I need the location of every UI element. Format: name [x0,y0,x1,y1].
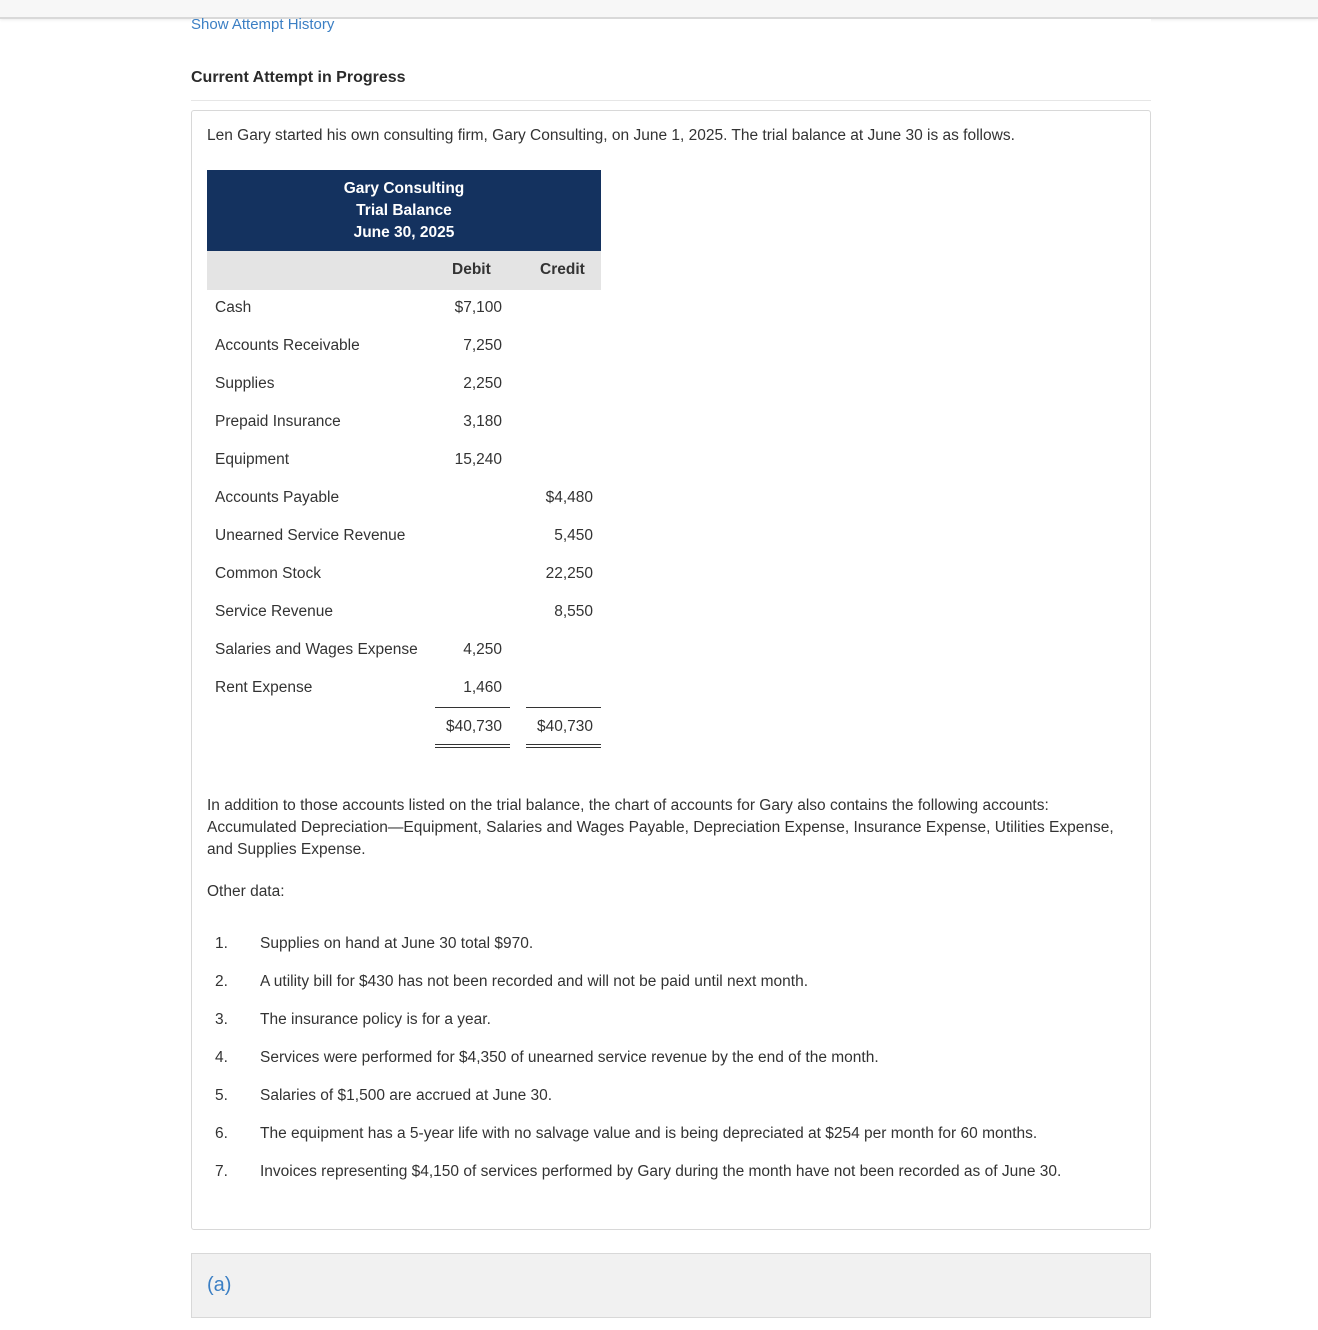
debit-amount: 3,180 [463,413,502,430]
list-text: Invoices representing $4,150 of services performed by Gary during the month have not been recorded as of June 30. [260,1163,1062,1180]
account-name: Common Stock [215,565,321,582]
credit-amount: 8,550 [554,603,593,620]
account-name: Accounts Receivable [215,337,360,354]
debit-amount: 4,250 [463,641,502,658]
part-a-body [191,1317,1151,1330]
account-name: Salaries and Wages Expense [215,641,418,658]
account-name: Accounts Payable [215,489,340,506]
debit-amount: $7,100 [454,299,502,316]
account-name: Cash [215,299,252,316]
statement-date: June 30, 2025 [353,224,455,241]
part-a-label[interactable]: (a) [207,1274,232,1296]
account-name: Unearned Service Revenue [215,527,406,544]
show-attempt-history-link[interactable]: Show Attempt History [191,16,335,33]
attempt-title: Current Attempt in Progress [191,69,406,86]
list-number: 3. [215,1011,228,1028]
debit-amount: 2,250 [463,375,502,392]
list-number: 7. [215,1163,228,1180]
credit-column-header: Credit [540,261,585,278]
question-intro: Len Gary started his own consulting firm, Gary Consulting, on June 1, 2025. The trial balance at June 30 is as follows. [207,127,1015,144]
debit-amount: 15,240 [454,451,502,468]
list-text: Supplies on hand at June 30 total $970. [260,935,534,952]
debit-double-rule [435,744,510,748]
list-text: Services were performed for $4,350 of unearned service revenue by the end of the month. [260,1049,879,1066]
debit-column-header: Debit [452,261,491,278]
list-text: The equipment has a 5-year life with no salvage value and is being depreciated at $254 per month for 60 months. [260,1125,1038,1142]
list-number: 4. [215,1049,228,1066]
debit-amount: 7,250 [463,337,502,354]
list-number: 2. [215,973,228,990]
trial-balance-header [207,170,601,251]
debit-total-rule [435,707,510,708]
list-number: 5. [215,1087,228,1104]
credit-total-rule [526,707,601,708]
account-name: Rent Expense [215,679,313,696]
trial-balance-column-header [207,251,601,290]
credit-amount: 22,250 [545,565,593,582]
account-name: Equipment [215,451,290,468]
account-name: Prepaid Insurance [215,413,341,430]
account-name: Supplies [215,375,275,392]
total-debit: $40,730 [445,718,502,735]
list-text: A utility bill for $430 has not been recorded and will not be paid until next month. [260,973,809,990]
title-divider [191,100,1151,101]
account-name: Service Revenue [215,603,334,620]
list-text: The insurance policy is for a year. [260,1011,491,1028]
other-data-label: Other data: [207,883,285,900]
list-number: 6. [215,1125,228,1142]
credit-double-rule [526,744,601,748]
additional-accounts-paragraph: In addition to those accounts listed on the trial balance, the chart of accounts for Gary also contains the following accounts: Accumulated Depreciation—Equipment, Salaries and Wages Payable, Depreciation Expense, Insurance Expense, Utilities Expense, and Supplies Expense. [207,797,1114,858]
statement-name: Trial Balance [356,202,452,219]
debit-amount: 1,460 [463,679,502,696]
credit-amount: $4,480 [545,489,593,506]
list-number: 1. [215,935,228,952]
credit-amount: 5,450 [554,527,593,544]
company-name: Gary Consulting [343,180,465,197]
total-credit: $40,730 [536,718,593,735]
list-text: Salaries of $1,500 are accrued at June 30. [260,1087,553,1104]
